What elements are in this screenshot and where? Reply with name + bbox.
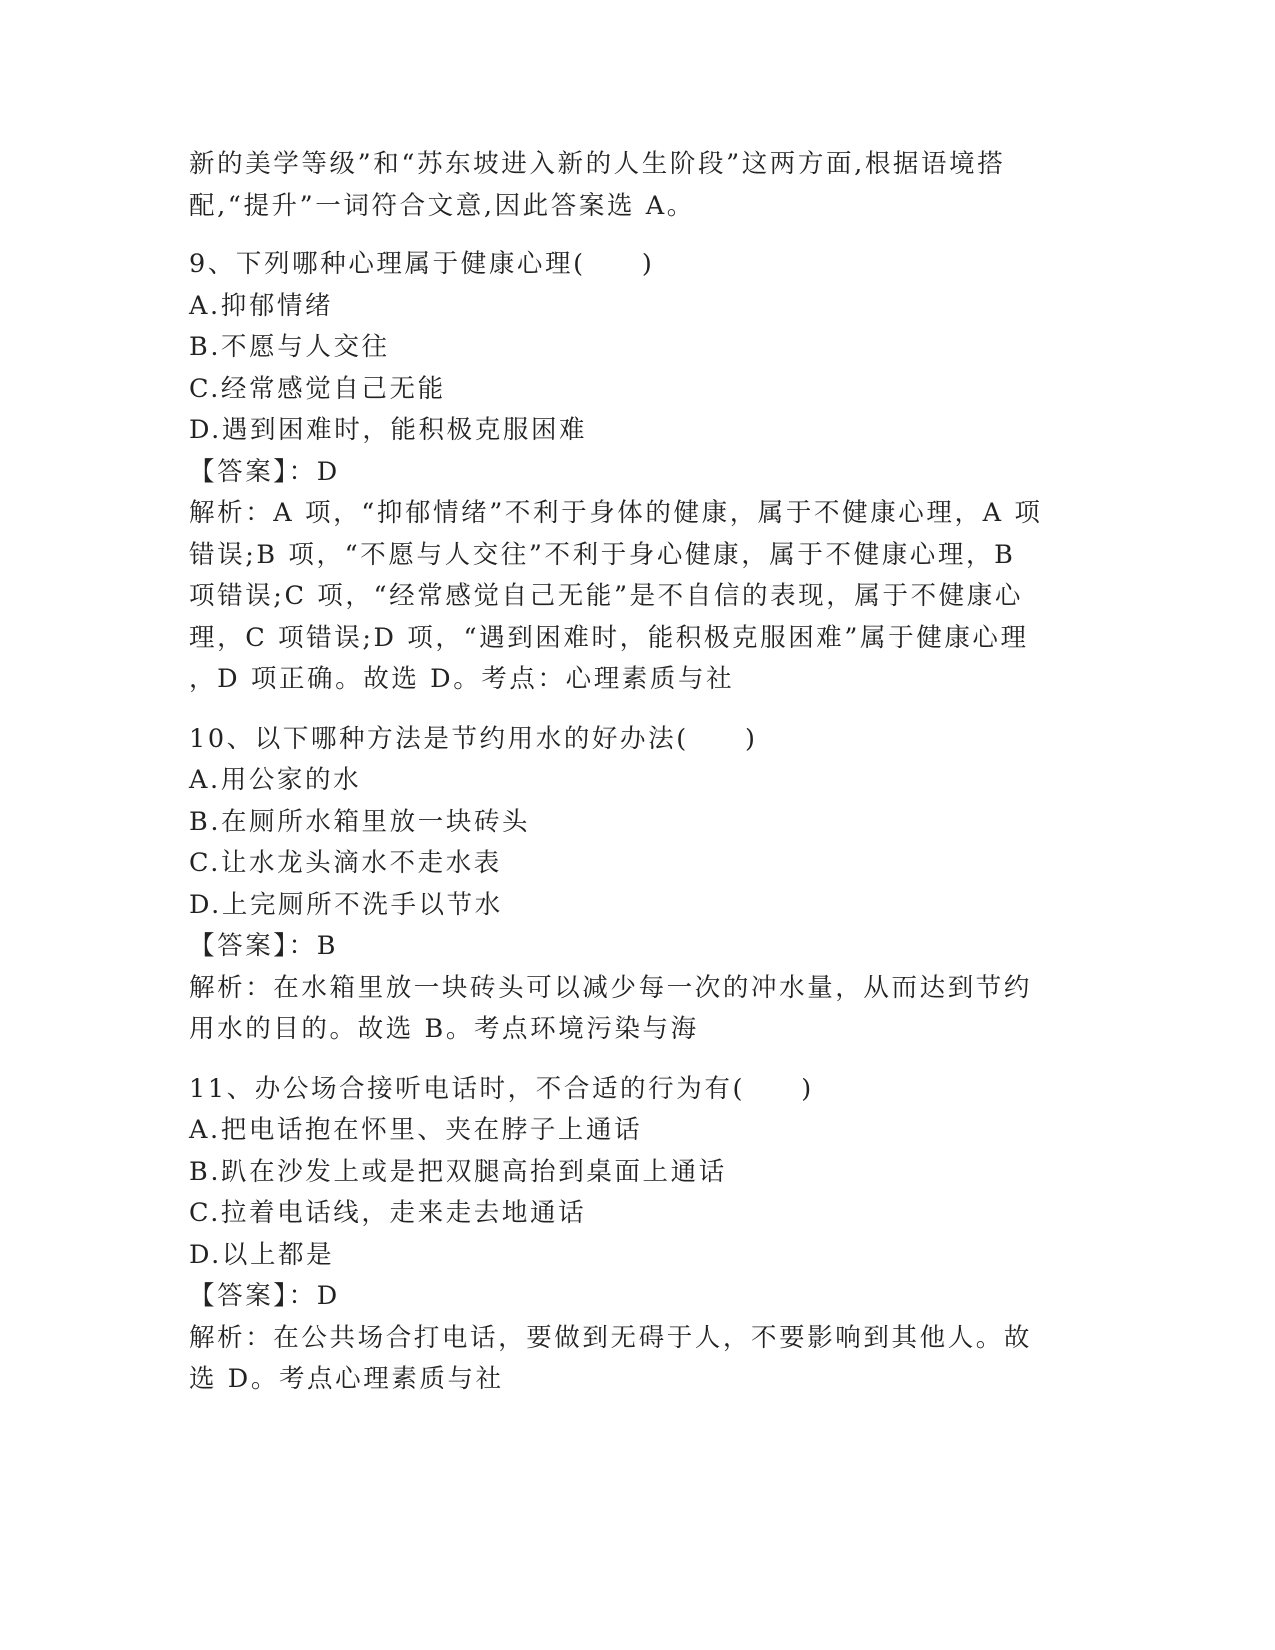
question-10-stem: 10、以下哪种方法是节约用水的好办法( ) xyxy=(189,724,758,754)
question-9-answer: 【答案】：D xyxy=(189,457,340,487)
question-11-option-b: B.趴在沙发上或是把双腿高抬到桌面上通话 xyxy=(189,1157,727,1187)
question-11-option-a: A.把电话抱在怀里、夹在脖子上通话 xyxy=(189,1115,643,1145)
question-9-option-c: C.经常感觉自己无能 xyxy=(189,374,446,404)
question-10-analysis-1: 解析：在水箱里放一块砖头可以减少每一次的冲水量，从而达到节约 xyxy=(189,973,1033,1003)
intro-line-2: 配,“提升”一词符合文意,因此答案选 A。 xyxy=(189,191,695,221)
question-11-answer: 【答案】：D xyxy=(189,1281,340,1311)
question-10-answer: 【答案】：B xyxy=(189,931,339,961)
question-10-option-c: C.让水龙头滴水不走水表 xyxy=(189,848,502,878)
intro-line-1: 新的美学等级”和“苏东坡进入新的人生阶段”这两方面,根据语境搭 xyxy=(189,149,1006,179)
question-11-analysis-2: 选 D。考点心理素质与社 xyxy=(189,1364,504,1394)
question-9-analysis-1: 解析：A 项，“抑郁情绪”不利于身体的健康，属于不健康心理，A 项 xyxy=(189,498,1043,528)
question-10-analysis-2: 用水的目的。故选 B。考点环境污染与海 xyxy=(189,1014,699,1044)
question-9-option-d: D.遇到困难时，能积极克服困难 xyxy=(189,415,588,445)
question-9-analysis-5: ，D 项正确。故选 D。考点：心理素质与社 xyxy=(189,664,735,694)
question-10-option-d: D.上完厕所不洗手以节水 xyxy=(189,890,503,920)
question-9-analysis-2: 错误;B 项，“不愿与人交往”不利于身心健康，属于不健康心理，B xyxy=(189,540,1016,570)
question-11-stem: 11、办公场合接听电话时，不合适的行为有( ) xyxy=(189,1074,814,1104)
question-9-analysis-4: 理，C 项错误;D 项，“遇到困难时，能积极克服困难”属于健康心理 xyxy=(189,623,1029,653)
question-10-option-b: B.在厕所水箱里放一块砖头 xyxy=(189,807,531,837)
question-10-option-a: A.用公家的水 xyxy=(189,765,362,795)
question-9-analysis-3: 项错误;C 项，“经常感觉自己无能”是不自信的表现，属于不健康心 xyxy=(189,581,1023,611)
question-9-stem: 9、下列哪种心理属于健康心理( ) xyxy=(189,249,655,279)
question-11-option-d: D.以上都是 xyxy=(189,1240,335,1270)
question-11-analysis-1: 解析：在公共场合打电话，要做到无碍于人，不要影响到其他人。故 xyxy=(189,1323,1033,1353)
question-9-option-a: A.抑郁情绪 xyxy=(189,291,334,321)
question-9-option-b: B.不愿与人交往 xyxy=(189,332,390,362)
question-11-option-c: C.拉着电话线，走来走去地通话 xyxy=(189,1198,587,1228)
